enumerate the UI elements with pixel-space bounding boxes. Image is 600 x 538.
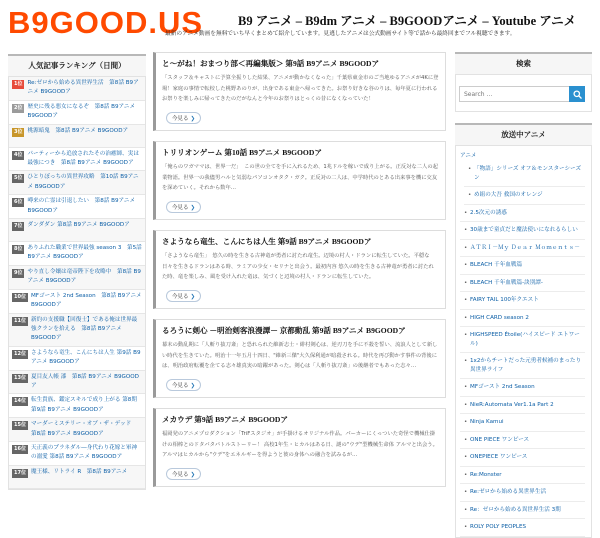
rank-badge: 13位	[14, 374, 26, 381]
nav-item[interactable]: • 「物語」シリーズ オフ＆モンスターシーズン	[464, 161, 585, 187]
post-card	[153, 141, 446, 220]
rank-badge: 6位	[14, 199, 23, 206]
nav-item[interactable]: • ONEPIECE ワンピース	[460, 449, 585, 467]
post-list	[153, 52, 446, 478]
ranking-item[interactable]	[9, 394, 145, 418]
nav-item[interactable]: • Re:ゼロから始める異世界生活	[460, 484, 585, 502]
ranking-item[interactable]	[9, 171, 145, 195]
post-excerpt: 「スタッフ＆キャストに予算全振りした結果、アニメが動かなくなった」千葉県東金市のご当地ゆるアニメが4Kに登場！家庭の事情で転校した桃野あのりが、出身である東金へ帰ってきた。お祭り好きな谷のりは、毎年夏に行われるお祭りを楽しみに帰ってきたのだがなんと今年のお祭りはとっくの昔になくなっていた！	[162, 75, 439, 103]
ranking-item[interactable]	[9, 371, 145, 395]
post-title[interactable]: メカウデ 第9話 B9アニメ B9GOODア	[162, 415, 288, 424]
nav-item[interactable]: • NieR:Automata Ver1.1a Part 2	[460, 397, 585, 415]
nav-item[interactable]: • め組の大吾 救国のオレンジ	[464, 187, 585, 205]
ranking-item[interactable]	[9, 314, 145, 347]
watch-button[interactable]: 今見る ❯	[166, 290, 201, 302]
rank-badge: 15位	[14, 422, 26, 429]
nav-item[interactable]: • 30歳まで童貞だと魔法使いになれるらしい	[460, 222, 585, 240]
ranking-item[interactable]	[9, 290, 145, 314]
nav-item[interactable]: • FAIRY TAIL 100年クエスト	[460, 292, 585, 310]
ranking-item[interactable]	[9, 418, 145, 442]
ranking-link[interactable]: パーティーから追放されたその治癒師、実は最強につき 第8話 B9アニメ B9GOODア	[27, 150, 139, 167]
watch-button[interactable]: 今見る ❯	[166, 112, 201, 124]
ranking-link[interactable]: 天正義のプラネダル―身代わり花嫁と軍神の溺愛 第8話 B9アニメ B9GOODア	[30, 444, 138, 461]
ranking-item[interactable]	[9, 466, 145, 489]
ranking-list	[8, 77, 146, 490]
ranking-link[interactable]: Re:ゼロから始める異世界生活 第8話 B9アニメ B9GOODア	[27, 80, 139, 96]
ranking-item[interactable]	[9, 347, 145, 371]
post-card	[153, 52, 446, 131]
nav-item[interactable]: • HIGHSPEED Étoile(ハイスピード エトワール)	[460, 327, 585, 353]
rank-badge: 5位	[14, 175, 23, 182]
nav-root-link[interactable]: アニメ	[460, 153, 477, 159]
nav-item[interactable]: • HIGH CARD season 2	[460, 310, 585, 328]
ranking-item[interactable]	[9, 242, 145, 266]
ranking-item[interactable]	[9, 148, 145, 172]
nav-item[interactable]: • BLEACH 千年血戦篇-訣別譚-	[460, 275, 585, 293]
ranking-link[interactable]: やり直し令嬢は竜帝陛下を攻略中 第8話 B9アニメ B9GOODア	[27, 268, 141, 285]
nav-item[interactable]: • 1x2からチートだった元勇者候補のまったり異世界ライフ	[460, 353, 585, 379]
ranking-link[interactable]: マーダーミステリー・オブ・ザ・デッド 第8話 B9アニメ B9GOODア	[30, 421, 137, 437]
post-title[interactable]: と～がね！おまつり部＜再編集版＞ 第9話 B9アニメ B9GOODア	[162, 59, 380, 68]
ranking-link[interactable]: 転生貴族、鑑定スキルで成り上がる 第8期 第9話 B9アニメ B9GOODア	[30, 397, 137, 413]
post-card	[153, 319, 446, 398]
watch-button[interactable]: 今見る ❯	[166, 468, 201, 480]
ranking-link[interactable]: MFゴースト 2nd Season 第8話 B9アニメ B9GOODア	[30, 292, 142, 309]
watch-button[interactable]: 今見る ❯	[166, 379, 201, 391]
rank-badge: 11位	[14, 317, 26, 324]
site-title[interactable]: B9 アニメ – B9dm アニメ – B9GOODアニメ – Youtube アニメ	[238, 14, 577, 28]
post-card	[153, 408, 446, 487]
post-card	[153, 230, 446, 309]
rank-badge: 1位	[14, 81, 23, 87]
ranking-item[interactable]	[9, 125, 145, 148]
ranking-link[interactable]: ありふれた職業で世界最強 season 3 第5話 B9アニメ B9GOODア	[27, 245, 142, 261]
nav-title: 放送中アニメ	[455, 123, 592, 146]
rank-badge: 4位	[14, 151, 23, 158]
rank-badge: 7位	[14, 223, 23, 230]
chevron-right-icon: ❯	[190, 205, 196, 211]
rank-badge: 12位	[14, 350, 26, 357]
post-title[interactable]: トリリオンゲーム 第10話 B9アニメ B9GOODア	[162, 148, 322, 157]
anime-nav	[455, 146, 592, 538]
nav-item[interactable]: • MFゴースト 2nd Season	[460, 379, 585, 397]
nav-item[interactable]: • BLEACH 千年血戦篇	[460, 257, 585, 275]
search-icon	[573, 90, 582, 99]
chevron-right-icon: ❯	[190, 383, 196, 389]
ranking-link[interactable]: ダンダダン 第8話 B9アニメ B9GOODア	[27, 222, 130, 229]
watch-button[interactable]: 今見る ❯	[166, 201, 201, 213]
nav-item[interactable]: • Re:Monster	[460, 467, 585, 485]
ranking-sidebar	[8, 52, 146, 476]
post-excerpt: 福岡発のアニメプロダクション「TriFスタジオ」が手掛けるオリジナル作品。パーカーにくっついた奇怪で機械仕掛けの相棒とのドタバタバトルストーリー！ 高校1年生・ヒカルはある日、謎の"ウデ"型機械生命体 アルマと出会う。アルマはヒカルから"ウデ"をエネルギーを得ようと彼の身体への融合を試みるが…	[162, 431, 438, 459]
chevron-right-icon: ❯	[190, 116, 196, 122]
ranking-link[interactable]: 新約の支援職【回復士】である俺は世界最強クランを拾える 第8話 B9アニメ B9GOODア	[30, 316, 138, 342]
ranking-item[interactable]	[9, 77, 145, 101]
ranking-link[interactable]: 噂来の亡霊は引退したい 第8話 B9アニメ B9GOODア	[27, 198, 136, 214]
ranking-link[interactable]: さようなら竜生、こんにちは人生 第9話 B9アニメ B9GOODア	[30, 349, 141, 366]
ranking-item[interactable]	[9, 266, 145, 290]
ranking-link[interactable]: 魔王様、リトライ R 第8話 B9アニメ	[30, 468, 128, 475]
search-input[interactable]	[459, 86, 569, 102]
rank-badge: 9位	[14, 269, 23, 276]
site-description: 最新のアニメ動画を無料でいち早くまとめて紹介しています。見逃したアニメは公式動画サイト等で話から最終回までフル視聴できます。	[165, 31, 516, 37]
nav-sublist	[460, 161, 585, 205]
ranking-link[interactable]: ひとりぼっちの異世界攻略 第10話 B9アニメ B9GOODア	[27, 174, 139, 190]
ranking-item[interactable]	[9, 219, 145, 242]
site-logo[interactable]: B9GOOD.US	[8, 5, 204, 40]
search-title: 検索	[455, 52, 592, 75]
post-excerpt: 幕末の動乱期に「人斬り抜刀斎」と恐れられた維新志士・緋村剣心は、逆刃刀を手に不殺を誓い、流浪人として新しい時代を生きていた。明治十一年五月十四日、"維新三傑"大久保利通が暗殺される。時代を再び動かす事件の背後には、明治政府転覆を企てる志々雄真実の暗躍があった。剣心は「人斬り抜刀斎」の後継者でもあった志々…	[162, 342, 438, 370]
right-sidebar	[455, 52, 592, 530]
post-excerpt: 「さようなら竜生」 悠久の時を生きる古神竜が勇者に討たれ竜生。辺境の村人・ドランに転生していた。平穏な日々を生きるドランはある時、ラミアの少女・セリナと出会う。最初内容 悠久の時を生きる古神竜が勇者に討たれた時、竜を楽しみ、風を受け入れた竜は、気づくと辺境の村人・ドランに転生していた。	[162, 253, 434, 281]
ranking-item[interactable]	[9, 195, 145, 219]
nav-item[interactable]: • Ninja Kamui	[460, 414, 585, 432]
rank-badge: 3位	[14, 128, 23, 135]
site-header	[0, 0, 600, 46]
rank-badge: 16位	[14, 445, 26, 452]
post-excerpt: 「俺らのワガママは、世界一だ」 この世の全てを手に入れるため、1兆ドルを稼いで成り上がる。正反対な二人の起業物語。世界一の我儘男ハルと気弱なパソコンオタク・ガク。正反対の二人は、中学時代のとある出来事を機に交友を深めていく。それから数年…	[162, 164, 438, 192]
rank-badge: 8位	[14, 246, 23, 253]
nav-item[interactable]: • Re：ゼロから始める異世界生活 3期	[460, 502, 585, 520]
nav-item[interactable]: • ＡＴＲＩ－Ｍｙ Ｄｅａｒ Ｍｏｍｅｎｔｓ－	[460, 240, 585, 258]
ranking-item[interactable]	[9, 101, 145, 125]
chevron-right-icon: ❯	[190, 472, 196, 478]
search-form	[455, 75, 592, 112]
nav-item[interactable]: • 2.5次元の誘惑	[460, 205, 585, 223]
rank-badge: 17位	[14, 469, 26, 476]
post-title[interactable]: さようなら竜生、こんにちは人生 第9話 B9アニメ B9GOODア	[162, 237, 372, 246]
nav-item[interactable]: • ONE PIECE ワンピース	[460, 432, 585, 450]
rank-badge: 10位	[14, 293, 26, 300]
chevron-right-icon: ❯	[190, 294, 196, 300]
rank-badge: 14位	[14, 398, 26, 405]
rank-badge: 2位	[14, 104, 23, 111]
ranking-link[interactable]: 桃源暗鬼 第8話 B9アニメ B9GOODア	[27, 127, 129, 134]
ranking-link[interactable]: 歴史に残る悪女になるぞ 第8話 B9アニメ B9GOODア	[27, 103, 136, 120]
ranking-link[interactable]: 夏目友人帳 漆 第8話 B9アニメ B9GOODア	[30, 373, 139, 389]
search-button[interactable]	[569, 86, 585, 102]
ranking-item[interactable]	[9, 442, 145, 466]
ranking-title: 人気記事ランキング（日間）	[8, 54, 146, 77]
nav-item[interactable]: • ROLY POLY PEOPLES	[460, 519, 585, 537]
post-title[interactable]: るろうに剣心 －明治剣客浪漫譚－ 京都動乱 第9話 B9アニメ B9GOODア	[162, 326, 406, 335]
